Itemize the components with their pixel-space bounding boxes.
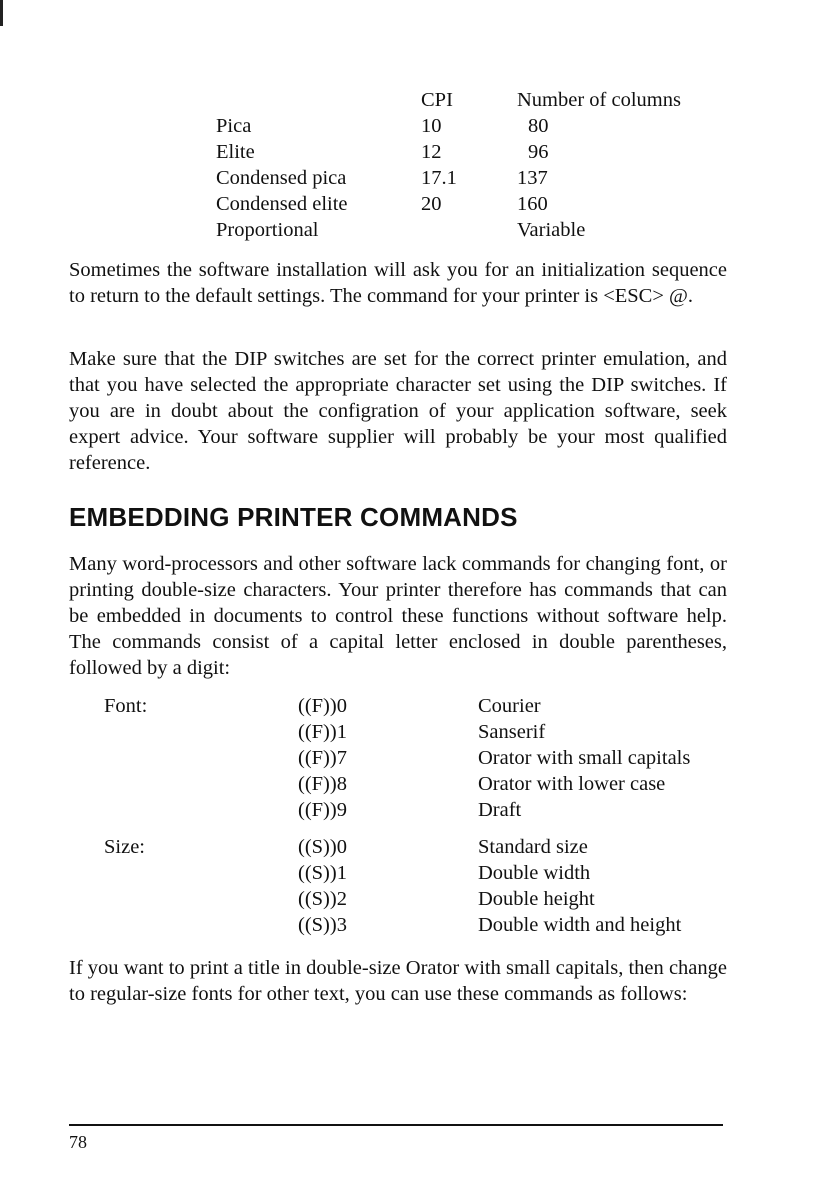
command-description: Double width	[478, 862, 591, 884]
command-code: ((S))2	[298, 888, 347, 910]
command-code: ((F))7	[298, 747, 347, 769]
row-columns: Variable	[517, 219, 586, 241]
paragraph-example: If you want to print a title in double-size Orator with small capitals, then change to regular-size fonts for other text, you can use these commands as follows:	[69, 957, 727, 1005]
section-heading: EMBEDDING PRINTER COMMANDS	[69, 502, 518, 532]
header-columns: Number of columns	[517, 89, 681, 111]
table-row	[0, 693, 838, 719]
table-row	[0, 217, 838, 243]
header-cpi: CPI	[421, 89, 453, 111]
row-columns: 96	[528, 141, 549, 163]
cpi-table-header	[0, 87, 838, 113]
table-row	[0, 719, 838, 745]
table-row	[0, 860, 838, 886]
row-name: Condensed pica	[216, 167, 347, 189]
table-row	[0, 191, 838, 217]
table-row	[0, 165, 838, 191]
command-code: ((S))1	[298, 862, 347, 884]
command-code: ((F))1	[298, 721, 347, 743]
row-cpi: 17.1	[421, 167, 457, 189]
table-row	[0, 771, 838, 797]
footer-rule	[69, 1124, 723, 1126]
row-name: Condensed elite	[216, 193, 348, 215]
page-number: 78	[69, 1132, 87, 1152]
command-description: Double height	[478, 888, 595, 910]
command-group: Size:	[104, 836, 145, 858]
command-description: Courier	[478, 695, 541, 717]
table-row	[0, 912, 838, 938]
row-name: Pica	[216, 115, 252, 137]
table-row	[0, 745, 838, 771]
table-row	[0, 797, 838, 823]
paragraph-dip-switches: Make sure that the DIP switches are set for the correct printer emulation, and that you have selected the appropriate character set using the DIP switches. If you are in doubt about the configration of your application software, seek expert advice. Your software supplier will probably be your most qualified reference.	[69, 348, 727, 474]
row-name: Elite	[216, 141, 255, 163]
table-row	[0, 139, 838, 165]
command-description: Sanserif	[478, 721, 546, 743]
table-row	[0, 886, 838, 912]
command-group: Font:	[104, 695, 148, 717]
command-code: ((F))0	[298, 695, 347, 717]
command-description: Orator with lower case	[478, 773, 666, 795]
row-cpi: 20	[421, 193, 442, 215]
row-name: Proportional	[216, 219, 319, 241]
paragraph-initialization: Sometimes the software installation will ask you for an initialization sequence to return to the default settings. The command for your printer is <ESC> @.	[69, 259, 727, 307]
paragraph-embedding: Many word-processors and other software lack commands for changing font, or printing double-size characters. Your printer therefore has commands that can be embedded in documents to control these functions without software help. The commands consist of a capital letter enclosed in double parentheses, followed by a digit:	[69, 553, 727, 679]
command-code: ((S))0	[298, 836, 347, 858]
table-row	[0, 113, 838, 139]
scan-edge-mark	[0, 0, 3, 26]
row-columns: 80	[528, 115, 549, 137]
row-columns: 137	[517, 167, 548, 189]
row-cpi: 12	[421, 141, 442, 163]
command-description: Double width and height	[478, 914, 682, 936]
command-code: ((F))8	[298, 773, 347, 795]
command-description: Draft	[478, 799, 522, 821]
command-code: ((S))3	[298, 914, 347, 936]
command-code: ((F))9	[298, 799, 347, 821]
row-cpi: 10	[421, 115, 442, 137]
command-description: Orator with small capitals	[478, 747, 691, 769]
row-columns: 160	[517, 193, 548, 215]
command-description: Standard size	[478, 836, 588, 858]
table-row	[0, 834, 838, 860]
